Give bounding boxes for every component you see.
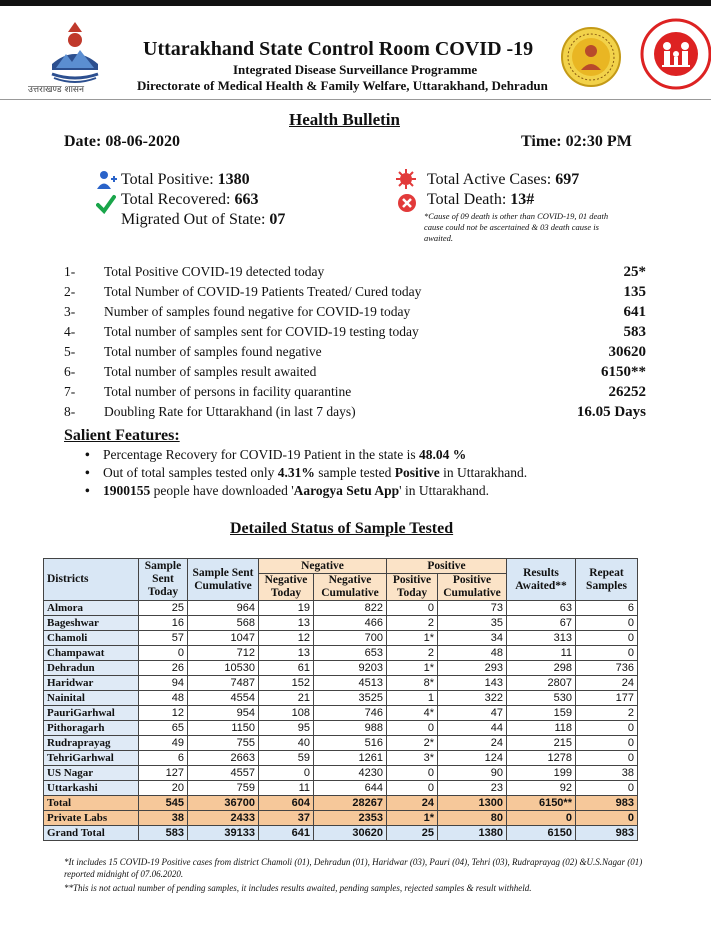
table-cell: 1047	[188, 631, 259, 646]
table-cell: 38	[139, 811, 188, 826]
col-negative-today: Negative Today	[259, 574, 314, 601]
table-row	[44, 736, 638, 751]
col-positive-group: Positive	[387, 559, 507, 574]
table-grand-total-row	[44, 826, 638, 841]
table-cell: 1*	[387, 661, 438, 676]
table-cell: 10530	[188, 661, 259, 676]
bulletin-date: Date: 08-06-2020	[64, 133, 180, 150]
table-row	[44, 751, 638, 766]
total-recovered: Total Recovered: 663	[121, 191, 259, 208]
table-cell: 2663	[188, 751, 259, 766]
table-cell: 21	[259, 691, 314, 706]
col-positive-today: Positive Today	[387, 574, 438, 601]
district-name-cell: Champawat	[44, 646, 139, 661]
table-cell: 30620	[314, 826, 387, 841]
item-label: Total Positive COVID-19 detected today	[104, 264, 325, 279]
subtitle-programme: Integrated Disease Surveillance Programme	[233, 62, 478, 77]
table-cell: 67	[507, 616, 576, 631]
item-number: 3-	[64, 304, 76, 319]
col-districts: Districts	[44, 559, 139, 601]
table-cell: 1*	[387, 631, 438, 646]
table-cell: 34	[438, 631, 507, 646]
table-cell: 755	[188, 736, 259, 751]
district-name-cell: Nainital	[44, 691, 139, 706]
table-cell: 530	[507, 691, 576, 706]
table-row	[44, 691, 638, 706]
table-cell: 583	[139, 826, 188, 841]
table-cell: 20	[139, 781, 188, 796]
check-icon	[96, 194, 116, 214]
table-cell: 9203	[314, 661, 387, 676]
item-value: 25*	[623, 264, 646, 280]
nhm-logo	[640, 18, 711, 90]
table-cell: 13	[259, 616, 314, 631]
table-cell: 1*	[387, 811, 438, 826]
table-cell: 2	[387, 646, 438, 661]
subtitle-directorate: Directorate of Medical Health & Family Welfare, Uttarakhand, Dehradun	[137, 78, 548, 93]
table-cell: 143	[438, 676, 507, 691]
table-cell: 38	[576, 766, 638, 781]
table-cell: 1278	[507, 751, 576, 766]
table-cell: 215	[507, 736, 576, 751]
table-cell: 47	[438, 706, 507, 721]
idsp-logo	[560, 26, 622, 88]
table-cell: 48	[438, 646, 507, 661]
table-cell: 964	[188, 601, 259, 616]
table-cell: 8*	[387, 676, 438, 691]
salient-heading: Salient Features:	[64, 427, 180, 444]
item-value: 135	[623, 284, 646, 300]
summary-list-item	[64, 304, 654, 324]
item-value: 26252	[608, 384, 646, 400]
table-cell: 59	[259, 751, 314, 766]
cross-circle-icon	[397, 193, 417, 213]
table-cell: 4554	[188, 691, 259, 706]
table-cell: 39133	[188, 826, 259, 841]
item-value: 30620	[608, 344, 646, 360]
item-label: Number of samples found negative for COVID-19 today	[104, 304, 411, 319]
table-cell: 73	[438, 601, 507, 616]
table-cell: 641	[259, 826, 314, 841]
district-name-cell: US Nagar	[44, 766, 139, 781]
table-cell: 0	[387, 781, 438, 796]
table-row	[44, 766, 638, 781]
table-row	[44, 601, 638, 616]
bulletin-time: Time: 02:30 PM	[521, 133, 632, 150]
table-cell: 6	[576, 601, 638, 616]
item-label: Total number of samples found negative	[104, 344, 322, 359]
total-positive: Total Positive: 1380	[121, 171, 250, 188]
item-number: 5-	[64, 344, 76, 359]
table-cell: 604	[259, 796, 314, 811]
table-cell: 118	[507, 721, 576, 736]
table-row	[44, 631, 638, 646]
district-name-cell: PauriGarhwal	[44, 706, 139, 721]
district-name-cell: TehriGarhwal	[44, 751, 139, 766]
table-cell: 24	[438, 736, 507, 751]
migrated-out: Migrated Out of State: 07	[121, 211, 286, 228]
table-total-row	[44, 796, 638, 811]
death-note: *Cause of 09 death is other than COVID-19, 01 death cause could not be ascertained & 03 death cause is awaited.	[424, 211, 609, 243]
table-cell: 0	[507, 811, 576, 826]
item-number: 1-	[64, 264, 76, 279]
district-name-cell: Almora	[44, 601, 139, 616]
table-cell: 736	[576, 661, 638, 676]
table-cell: 90	[438, 766, 507, 781]
table-cell: 36700	[188, 796, 259, 811]
table-cell: 0	[576, 646, 638, 661]
item-label: Total Number of COVID-19 Patients Treated/ Cured today	[104, 284, 422, 299]
table-cell: 2433	[188, 811, 259, 826]
salient-item: • Out of total samples tested only 4.31% sample tested Positive in Uttarakhand.	[103, 465, 527, 481]
table-row	[44, 676, 638, 691]
table-cell: 159	[507, 706, 576, 721]
table-cell: 983	[576, 796, 638, 811]
footnote-2: **This is not actual number of pending samples, it includes results awaited, pending samples, rejected samples & result withheld.	[64, 883, 532, 893]
page-title: Uttarakhand State Control Room COVID -19	[143, 38, 534, 60]
table-cell: 199	[507, 766, 576, 781]
table-cell: 0	[139, 646, 188, 661]
table-cell: 12	[259, 631, 314, 646]
bulletin-heading: Health Bulletin	[289, 110, 400, 129]
table-cell: 57	[139, 631, 188, 646]
table-cell: 6150	[507, 826, 576, 841]
table-cell: 0	[576, 616, 638, 631]
district-name-cell: Uttarkashi	[44, 781, 139, 796]
district-name-cell: Bageshwar	[44, 616, 139, 631]
table-cell: 298	[507, 661, 576, 676]
table-cell: 92	[507, 781, 576, 796]
table-cell: 0	[387, 721, 438, 736]
summary-list-item	[64, 404, 654, 424]
col-results-awaited: Results Awaited**	[507, 559, 576, 601]
table-cell: 94	[139, 676, 188, 691]
table-row	[44, 616, 638, 631]
table-cell: 152	[259, 676, 314, 691]
district-status-table	[43, 558, 638, 841]
salient-item: • Percentage Recovery for COVID-19 Patient in the state is 48.04 %	[103, 447, 466, 463]
district-name-cell: Rudraprayag	[44, 736, 139, 751]
district-name-cell: Private Labs	[44, 811, 139, 826]
table-cell: 2	[387, 616, 438, 631]
table-cell: 644	[314, 781, 387, 796]
summary-list-item	[64, 324, 654, 344]
table-cell: 516	[314, 736, 387, 751]
table-cell: 1150	[188, 721, 259, 736]
item-number: 7-	[64, 384, 76, 399]
table-cell: 2*	[387, 736, 438, 751]
table-cell: 7487	[188, 676, 259, 691]
table-cell: 1	[387, 691, 438, 706]
table-cell: 4230	[314, 766, 387, 781]
col-positive-cumulative: Positive Cumulative	[438, 574, 507, 601]
table-cell: 63	[507, 601, 576, 616]
table-cell: 759	[188, 781, 259, 796]
table-cell: 37	[259, 811, 314, 826]
table-cell: 13	[259, 646, 314, 661]
table-cell: 4513	[314, 676, 387, 691]
table-cell: 177	[576, 691, 638, 706]
district-name-cell: Chamoli	[44, 631, 139, 646]
table-cell: 4*	[387, 706, 438, 721]
table-cell: 12	[139, 706, 188, 721]
item-number: 2-	[64, 284, 76, 299]
col-negative-group: Negative	[259, 559, 387, 574]
table-cell: 1300	[438, 796, 507, 811]
col-repeat-samples: Repeat Samples	[576, 559, 638, 601]
item-value: 641	[623, 304, 646, 320]
table-cell: 124	[438, 751, 507, 766]
total-death: Total Death: 13#	[427, 191, 535, 208]
table-cell: 2807	[507, 676, 576, 691]
left-logo-caption: उत्तराखण्ड शासन	[28, 85, 85, 95]
top-border	[0, 0, 711, 6]
summary-list-item	[64, 284, 654, 304]
table-cell: 61	[259, 661, 314, 676]
table-cell: 25	[139, 601, 188, 616]
table-row	[44, 661, 638, 676]
footnote-1: *It includes 15 COVID-19 Positive cases from district Chamoli (01), Dehradun (01), Haridwar (03), Pauri (04), Tehri (03), Rudraprayag (02) &U.S.Nagar (01) reported midnight of 07.06.2020.	[64, 857, 643, 879]
table-cell: 24	[576, 676, 638, 691]
table-cell: 1380	[438, 826, 507, 841]
table-row	[44, 721, 638, 736]
item-label: Total number of persons in facility quarantine	[104, 384, 352, 399]
table-cell: 0	[576, 751, 638, 766]
table-cell: 0	[576, 736, 638, 751]
table-cell: 3525	[314, 691, 387, 706]
table-cell: 40	[259, 736, 314, 751]
table-cell: 48	[139, 691, 188, 706]
district-name-cell: Total	[44, 796, 139, 811]
table-cell: 35	[438, 616, 507, 631]
table-cell: 0	[387, 766, 438, 781]
item-label: Total number of samples result awaited	[104, 364, 317, 379]
table-cell: 25	[387, 826, 438, 841]
table-cell: 313	[507, 631, 576, 646]
table-cell: 4557	[188, 766, 259, 781]
table-row	[44, 646, 638, 661]
table-cell: 466	[314, 616, 387, 631]
table-cell: 568	[188, 616, 259, 631]
district-name-cell: Haridwar	[44, 676, 139, 691]
table-cell: 545	[139, 796, 188, 811]
table-cell: 0	[576, 721, 638, 736]
table-cell: 322	[438, 691, 507, 706]
table-cell: 95	[259, 721, 314, 736]
table-cell: 127	[139, 766, 188, 781]
district-name-cell: Dehradun	[44, 661, 139, 676]
col-negative-cumulative: Negative Cumulative	[314, 574, 387, 601]
table-cell: 108	[259, 706, 314, 721]
table-cell: 6	[139, 751, 188, 766]
table-cell: 11	[259, 781, 314, 796]
summary-list-item	[64, 344, 654, 364]
total-active-cases: Total Active Cases: 697	[427, 171, 580, 188]
col-sent-today: Sample Sent Today	[139, 559, 188, 601]
table-row	[44, 781, 638, 796]
add-person-icon	[96, 170, 118, 190]
table-cell: 28267	[314, 796, 387, 811]
table-cell: 2	[576, 706, 638, 721]
table-cell: 2353	[314, 811, 387, 826]
table-cell: 746	[314, 706, 387, 721]
table-row	[44, 706, 638, 721]
table-cell: 24	[387, 796, 438, 811]
table-cell: 44	[438, 721, 507, 736]
table-cell: 0	[576, 631, 638, 646]
uttarakhand-emblem-logo	[40, 18, 110, 88]
table-cell: 822	[314, 601, 387, 616]
header-divider	[0, 99, 711, 100]
virus-icon	[395, 168, 417, 190]
table-cell: 23	[438, 781, 507, 796]
summary-list-item	[64, 264, 654, 284]
table-cell: 11	[507, 646, 576, 661]
table-cell: 293	[438, 661, 507, 676]
table-cell: 3*	[387, 751, 438, 766]
summary-list-item	[64, 364, 654, 384]
table-cell: 16	[139, 616, 188, 631]
table-cell: 19	[259, 601, 314, 616]
table-title: Detailed Status of Sample Tested	[230, 520, 454, 537]
table-cell: 0	[259, 766, 314, 781]
district-name-cell: Pithoragarh	[44, 721, 139, 736]
table-private-labs-row	[44, 811, 638, 826]
table-cell: 49	[139, 736, 188, 751]
table-cell: 954	[188, 706, 259, 721]
item-label: Total number of samples sent for COVID-19 testing today	[104, 324, 419, 339]
district-name-cell: Grand Total	[44, 826, 139, 841]
table-cell: 65	[139, 721, 188, 736]
col-sent-cumulative: Sample Sent Cumulative	[188, 559, 259, 601]
item-number: 6-	[64, 364, 76, 379]
table-cell: 0	[576, 811, 638, 826]
item-value: 583	[623, 324, 646, 340]
table-cell: 0	[576, 781, 638, 796]
table-cell: 80	[438, 811, 507, 826]
table-cell: 653	[314, 646, 387, 661]
table-cell: 26	[139, 661, 188, 676]
summary-list-item	[64, 384, 654, 404]
item-value: 16.05 Days	[576, 404, 646, 420]
table-cell: 983	[576, 826, 638, 841]
table-cell: 700	[314, 631, 387, 646]
item-number: 4-	[64, 324, 76, 339]
table-cell: 6150**	[507, 796, 576, 811]
item-number: 8-	[64, 404, 76, 419]
table-cell: 0	[387, 601, 438, 616]
item-value: 6150**	[601, 364, 646, 380]
item-label: Doubling Rate for Uttarakhand (in last 7 days)	[104, 404, 356, 419]
table-cell: 1261	[314, 751, 387, 766]
table-cell: 712	[188, 646, 259, 661]
salient-item: • 1900155 people have downloaded 'Aarogya Setu App' in Uttarakhand.	[103, 483, 489, 499]
table-cell: 988	[314, 721, 387, 736]
